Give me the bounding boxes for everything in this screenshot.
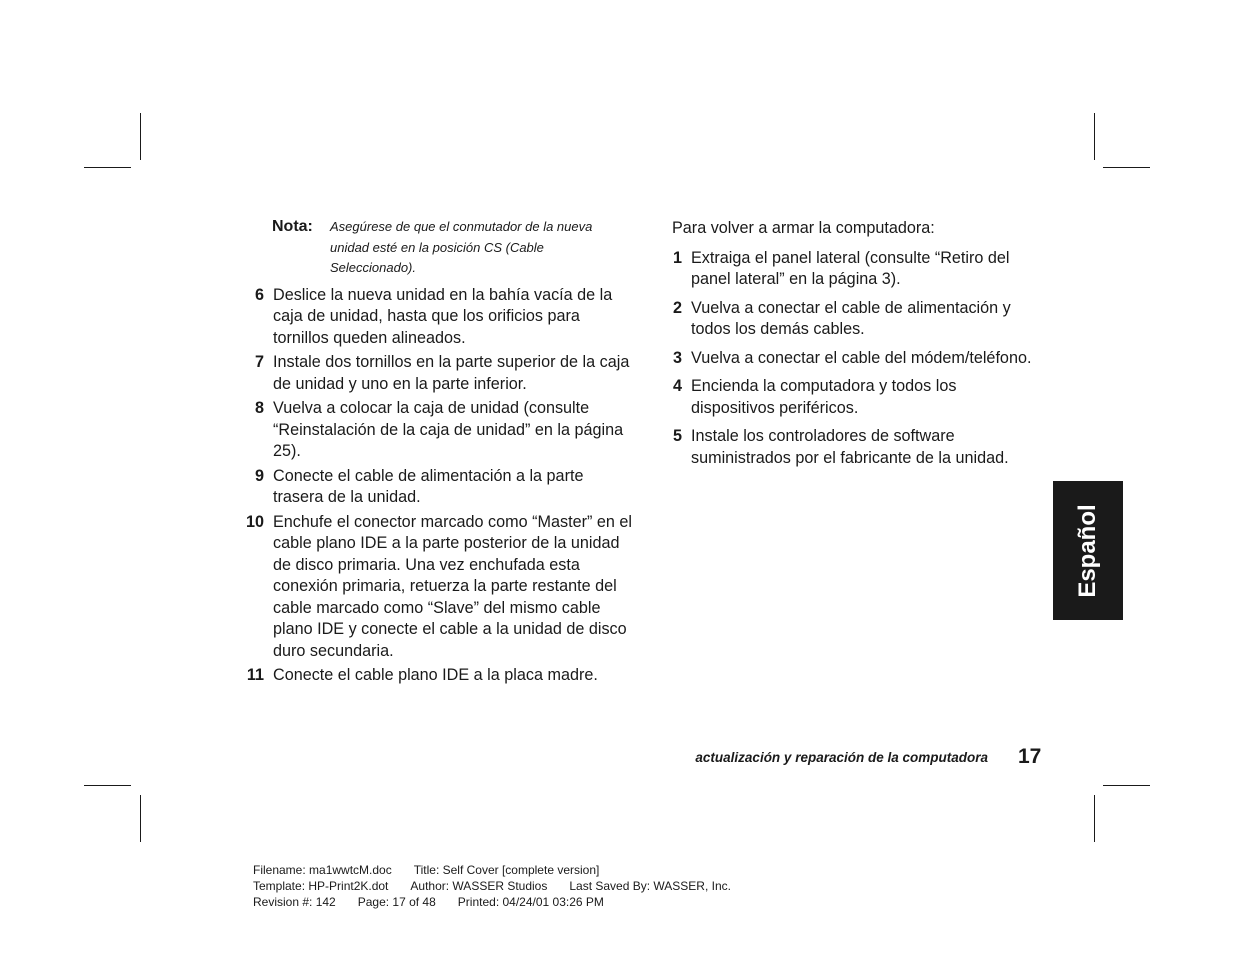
step-number: 11 [246,666,264,684]
step-number: 8 [254,399,264,417]
crop-mark-top-right-horizontal [1103,167,1150,168]
crop-mark-bottom-left-horizontal [84,785,131,786]
step-number: 9 [254,466,264,485]
last-saved-text: Last Saved By: WASSER, Inc. [569,879,731,893]
running-footer-title: actualización y reparación de la computadora [695,750,988,765]
author-text: Author: WASSER Studios [410,879,548,893]
step-3 [668,348,1038,370]
step-text: Conecte el cable de alimentación a la parte trasera de la unidad. [273,466,584,506]
step-9 [238,466,633,509]
step-8 [238,398,633,463]
step-text: Vuelva a conectar el cable de alimentación y todos los demás cables. [691,298,1011,338]
step-number: 1 [672,248,682,267]
printed-date-text: Printed: 04/24/01 03:26 PM [457,895,604,909]
crop-mark-top-right-vertical [1094,113,1095,160]
language-tab-label: Español [1074,503,1101,598]
page-number: 17 [1018,745,1042,768]
step-text: Instale los controladores de software suministrados por el fabricante de la unidad. [691,427,1009,467]
crop-mark-top-left-vertical [140,113,141,160]
step-number: 10 [245,512,264,531]
crop-mark-bottom-right-vertical [1094,795,1095,842]
revision-text: Revision #: 142 [253,895,336,909]
crop-mark-top-left-horizontal [84,167,131,168]
document-info-line-1 [253,862,731,878]
step-text: Vuelva a colocar la caja de unidad (consulte “Reinstalación de la caja de unidad” en la página 25). [273,399,624,460]
step-number: 6 [254,285,264,304]
step-number: 4 [672,377,682,395]
language-side-tab [1053,481,1123,620]
document-info-line-2 [253,878,731,894]
step-text: Enchufe el conector marcado como “Master” en el cable plano IDE a la parte posterior de la unidad de disco primaria. Una vez enchufada esta conexión primaria, retuerza la parte restante del cable marcado como “Slave” del mismo cable plano IDE y conecte el cable a la unidad de disco duro secundaria. [273,512,632,660]
step-10 [238,512,633,663]
step-number: 2 [672,298,682,317]
step-number: 5 [672,427,682,445]
step-text: Encienda la computadora y todos los dispositivos periféricos. [691,377,957,417]
right-column [668,218,1038,476]
title-text: Title: Self Cover [complete version] [413,863,600,877]
document-info-line-3 [253,894,731,910]
left-column [238,216,633,690]
page-count-text: Page: 17 of 48 [357,895,436,909]
template-text: Template: HP-Print2K.dot [253,879,389,893]
step-2 [668,298,1038,341]
step-text: Instale dos tornillos en la parte superior de la caja de unidad y uno en la parte inferior. [273,353,630,393]
document-info [253,862,731,910]
note-text: Asegúrese de que el conmutador de la nueva unidad esté en la posición CS (Cable Seleccionado). [330,219,593,275]
crop-mark-bottom-right-horizontal [1103,785,1150,786]
note-block [238,216,633,279]
reassembly-intro: Para volver a armar la computadora: [672,219,935,237]
step-4 [668,376,1038,419]
step-number: 3 [672,348,682,367]
step-5 [668,426,1038,469]
crop-mark-bottom-left-vertical [140,795,141,842]
step-text: Extraiga el panel lateral (consulte “Retiro del panel lateral” en la página 3). [691,248,1010,288]
step-6 [238,285,633,350]
step-number: 7 [254,353,264,371]
step-text: Deslice la nueva unidad en la bahía vacía de la caja de unidad, hasta que los orificios para tornillos queden alineados. [273,285,613,347]
step-7 [238,352,633,395]
step-text: Vuelva a conectar el cable del módem/teléfono. [691,348,1032,367]
note-label: Nota: [272,218,313,235]
filename-text: Filename: ma1wwtcM.doc [253,863,392,877]
step-text: Conecte el cable plano IDE a la placa madre. [273,666,598,684]
step-1 [668,248,1038,291]
step-11 [238,665,633,687]
